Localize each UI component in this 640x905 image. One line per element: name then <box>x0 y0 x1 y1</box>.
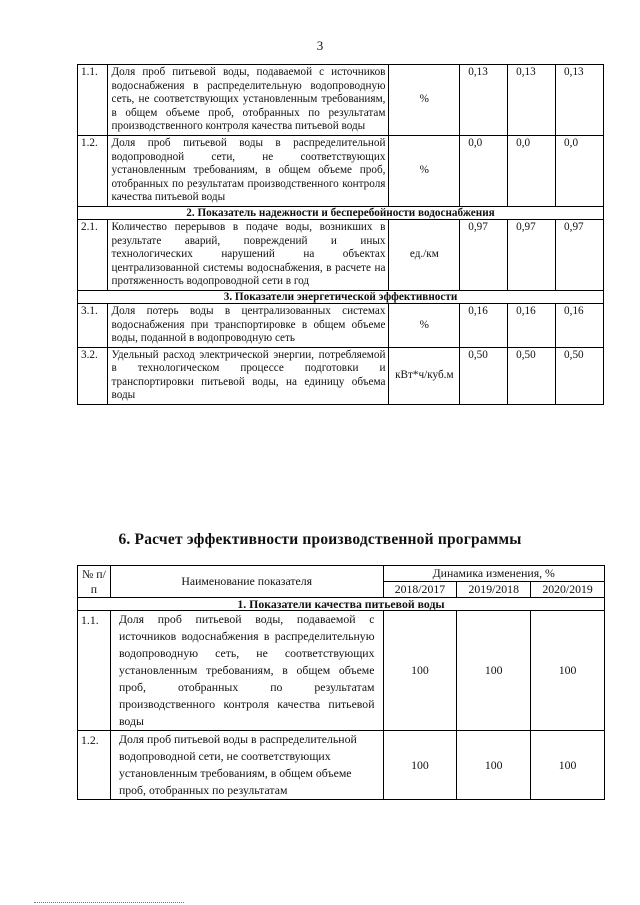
row-number: 3.1. <box>78 303 108 347</box>
value-cell: 0,50 <box>508 347 556 404</box>
header-year: 2018/2017 <box>383 582 457 598</box>
indicator-name: Количество перерывов в подаче воды, возникших в результате аварий, повреждений и иных технологических нарушений на объектах централизованной системы водоснабжения, в расчете на протяженность водопроводной сети в год <box>108 219 389 290</box>
value-cell: 0,13 <box>508 65 556 136</box>
unit-cell: ед./км <box>389 219 460 290</box>
row-number: 1.1. <box>78 65 108 136</box>
row-number: 1.1. <box>78 611 111 731</box>
row-number: 1.2. <box>78 731 111 800</box>
indicator-name: Доля проб питьевой воды в распределительной водопроводной сети, не соответствующих установленным требованиям, в общем объеме проб, отобранных по результатам <box>110 731 383 800</box>
value-cell: 100 <box>457 731 531 800</box>
indicators-table-body <box>78 65 604 405</box>
indicator-name: Доля потерь воды в централизованных системах водоснабжения при транспортировке в общем объеме воды, поданной в водопроводную сеть <box>108 303 389 347</box>
unit-cell: % <box>389 65 460 136</box>
value-cell: 100 <box>531 731 605 800</box>
row-number: 2.1. <box>78 219 108 290</box>
section-header: 2. Показатель надежности и бесперебойности водоснабжения <box>78 206 604 219</box>
value-cell: 0,16 <box>556 303 604 347</box>
header-num: № п/п <box>78 566 111 598</box>
row-number: 3.2. <box>78 347 108 404</box>
indicator-name: Доля проб питьевой воды, подаваемой с источников водоснабжения в распределительную водопроводную сеть, не соответствующих установленным требованиям, в общем объеме проб, отобранных по результатам производственного контроля качества питьевой воды <box>110 611 383 731</box>
value-cell: 0,16 <box>508 303 556 347</box>
value-cell: 0,50 <box>460 347 508 404</box>
section-header: 3. Показатели энергетической эффективности <box>78 290 604 303</box>
value-cell: 100 <box>457 611 531 731</box>
value-cell: 0,97 <box>556 219 604 290</box>
value-cell: 0,13 <box>556 65 604 136</box>
section-header: 1. Показатели качества питьевой воды <box>78 598 605 611</box>
value-cell: 0,13 <box>460 65 508 136</box>
indicator-name: Доля проб питьевой воды в распределительной водопроводной сети, не соответствующих установленным требованиям, в общем объеме проб, отобранных по результатам производственного контроля качества питьевой воды <box>108 135 389 206</box>
header-year: 2020/2019 <box>531 582 605 598</box>
unit-cell: % <box>389 303 460 347</box>
page-number: 3 <box>316 38 324 53</box>
row-number: 1.2. <box>78 135 108 206</box>
header-dynamics: Динамика изменения, % <box>383 566 604 582</box>
indicators-table <box>77 64 604 405</box>
value-cell: 100 <box>531 611 605 731</box>
value-cell: 0,50 <box>556 347 604 404</box>
header-year: 2019/2018 <box>457 582 531 598</box>
indicator-name: Доля проб питьевой воды, подаваемой с источников водоснабжения в распределительную водопроводную сеть, не соответствующих установленным требованиям, в общем объеме проб, отобранных по результатам производственного контроля качества питьевой воды <box>108 65 389 136</box>
value-cell: 0,0 <box>460 135 508 206</box>
value-cell: 0,97 <box>460 219 508 290</box>
indicator-name: Удельный расход электрической энергии, потребляемой в технологическом процессе подготовки и транспортировки питьевой воды, на единицу объема воды <box>108 347 389 404</box>
unit-cell: кВт*ч/куб.м <box>389 347 460 404</box>
value-cell: 100 <box>383 611 457 731</box>
value-cell: 0,0 <box>556 135 604 206</box>
unit-cell: % <box>389 135 460 206</box>
value-cell: 0,0 <box>508 135 556 206</box>
value-cell: 100 <box>383 731 457 800</box>
header-name: Наименование показателя <box>110 566 383 598</box>
value-cell: 0,97 <box>508 219 556 290</box>
efficiency-table <box>77 565 605 800</box>
section-6-title: 6. Расчет эффективности производственной программы <box>118 531 522 548</box>
scan-edge-line <box>34 902 184 903</box>
value-cell: 0,16 <box>460 303 508 347</box>
